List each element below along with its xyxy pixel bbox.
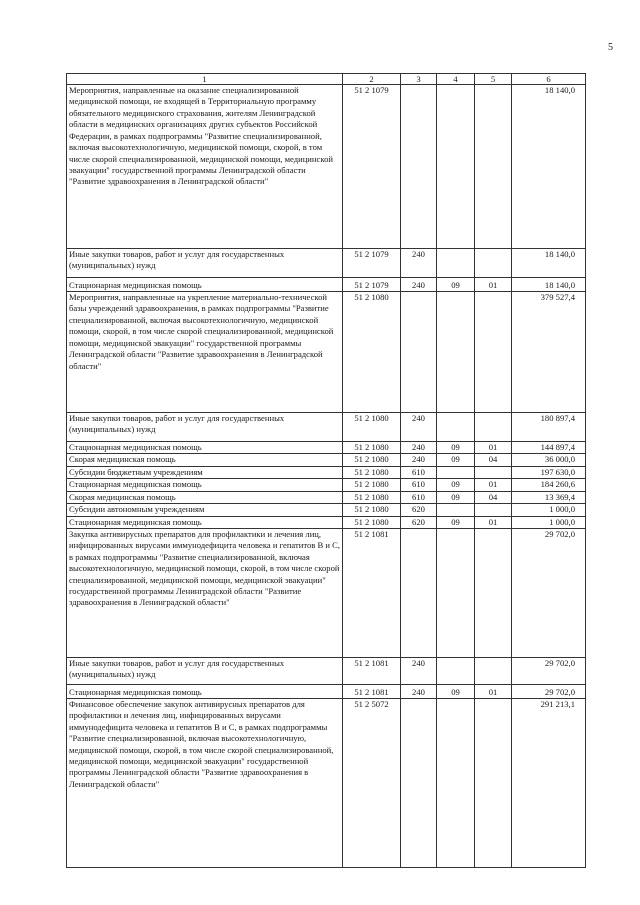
subsection-cell: 01: [475, 684, 512, 698]
subsection-cell: 01: [475, 479, 512, 491]
subsection-cell: 01: [475, 278, 512, 292]
description-cell: Стационарная медицинская помощь: [67, 684, 343, 698]
table-row: [67, 278, 586, 292]
expense-type-cell: 240: [401, 442, 437, 454]
target-code-cell: 51 2 5072: [343, 698, 401, 867]
description-cell: Иные закупки товаров, работ и услуг для государственных (муниципальных) нужд: [67, 413, 343, 442]
subsection-cell: [475, 528, 512, 657]
amount-cell: 144 897,4: [512, 442, 586, 454]
subsection-cell: 01: [475, 442, 512, 454]
description-cell: Стационарная медицинская помощь: [67, 516, 343, 528]
description-cell: Субсидии бюджетным учреждениям: [67, 466, 343, 478]
section-cell: [437, 504, 475, 516]
expense-type-cell: [401, 292, 437, 413]
table-row: [67, 504, 586, 516]
header-cell: 1: [67, 74, 343, 85]
amount-cell: 29 702,0: [512, 657, 586, 684]
target-code-cell: 51 2 1079: [343, 85, 401, 249]
header-cell: 2: [343, 74, 401, 85]
amount-cell: 18 140,0: [512, 278, 586, 292]
subsection-cell: 04: [475, 491, 512, 503]
subsection-cell: [475, 657, 512, 684]
amount-cell: 13 369,4: [512, 491, 586, 503]
table-row: [67, 292, 586, 413]
target-code-cell: 51 2 1080: [343, 292, 401, 413]
expense-type-cell: [401, 698, 437, 867]
expense-type-cell: 620: [401, 504, 437, 516]
table-row: [67, 454, 586, 466]
section-cell: 09: [437, 491, 475, 503]
table-row: [67, 413, 586, 442]
expense-type-cell: 610: [401, 466, 437, 478]
amount-cell: 180 897,4: [512, 413, 586, 442]
target-code-cell: 51 2 1081: [343, 657, 401, 684]
description-cell: Иные закупки товаров, работ и услуг для государственных (муниципальных) нужд: [67, 249, 343, 278]
amount-cell: 197 630,0: [512, 466, 586, 478]
table-row: [67, 466, 586, 478]
subsection-cell: [475, 85, 512, 249]
amount-cell: 18 140,0: [512, 249, 586, 278]
table-row: [67, 698, 586, 867]
description-cell: Скорая медицинская помощь: [67, 454, 343, 466]
expense-type-cell: 240: [401, 454, 437, 466]
header-row: [67, 74, 586, 85]
expense-type-cell: 240: [401, 249, 437, 278]
section-cell: [437, 657, 475, 684]
expense-type-cell: 240: [401, 278, 437, 292]
section-cell: 09: [437, 454, 475, 466]
description-cell: Мероприятия, направленные на укрепление материально-технической базы учреждений здравоохранения, в рамках подпрограммы "Развитие специализированной, включая высокотехнологичную, медицинской помощи, скорой, в том числе скорой специализированной, медицинской помощи, медицинской эвакуации" государственной программы Ленинградской области "Развитие здравоохранения в Ленинградской области": [67, 292, 343, 413]
section-cell: 09: [437, 479, 475, 491]
expense-type-cell: 610: [401, 491, 437, 503]
target-code-cell: 51 2 1080: [343, 504, 401, 516]
description-cell: Стационарная медицинская помощь: [67, 442, 343, 454]
table-row: [67, 528, 586, 657]
table-row: [67, 479, 586, 491]
section-cell: [437, 85, 475, 249]
target-code-cell: 51 2 1080: [343, 466, 401, 478]
description-cell: Стационарная медицинская помощь: [67, 479, 343, 491]
target-code-cell: 51 2 1080: [343, 442, 401, 454]
section-cell: 09: [437, 516, 475, 528]
amount-cell: 18 140,0: [512, 85, 586, 249]
section-cell: [437, 249, 475, 278]
section-cell: [437, 698, 475, 867]
amount-cell: 379 527,4: [512, 292, 586, 413]
table-row: [67, 657, 586, 684]
expense-type-cell: 610: [401, 479, 437, 491]
table-row: [67, 516, 586, 528]
section-cell: [437, 413, 475, 442]
subsection-cell: [475, 504, 512, 516]
section-cell: [437, 466, 475, 478]
section-cell: [437, 292, 475, 413]
target-code-cell: 51 2 1081: [343, 684, 401, 698]
description-cell: Субсидии автономным учреждениям: [67, 504, 343, 516]
header-cell: 5: [475, 74, 512, 85]
amount-cell: 1 000,0: [512, 516, 586, 528]
expense-type-cell: 240: [401, 657, 437, 684]
table-row: [67, 684, 586, 698]
amount-cell: 29 702,0: [512, 684, 586, 698]
section-cell: [437, 528, 475, 657]
page-number: 5: [608, 42, 613, 53]
expense-type-cell: 240: [401, 413, 437, 442]
section-cell: 09: [437, 278, 475, 292]
table-row: [67, 249, 586, 278]
target-code-cell: 51 2 1080: [343, 454, 401, 466]
amount-cell: 36 000,0: [512, 454, 586, 466]
expense-type-cell: [401, 528, 437, 657]
table-row: [67, 442, 586, 454]
amount-cell: 184 260,6: [512, 479, 586, 491]
table-row: [67, 85, 586, 249]
section-cell: 09: [437, 442, 475, 454]
amount-cell: 29 702,0: [512, 528, 586, 657]
expense-type-cell: 620: [401, 516, 437, 528]
description-cell: Финансовое обеспечение закупок антивирусных препаратов для профилактики и лечения лиц, инфицированных вирусами иммунодефицита человека и гепатитов В и С, в рамках подпрограммы "Развитие специализированной, включая высокотехнологичную, медицинской помощи, скорой, в том числе скорой специализированной, медицинской помощи, медицинской эвакуации" государственной программы Ленинградской области "Развитие здравоохранения в Ленинградской области": [67, 698, 343, 867]
description-cell: Закупка антивирусных препаратов для профилактики и лечения лиц, инфицированных вирусами иммунодефицита человека и гепатитов В и С, в рамках подпрограммы "Развитие специализированной, включая высокотехнологичную, медицинской помощи, скорой, в том числе скорой специализированной, медицинской помощи, медицинской эвакуации" государственной программы Ленинградской области "Развитие здравоохранения в Ленинградской области": [67, 528, 343, 657]
subsection-cell: [475, 249, 512, 278]
header-cell: 4: [437, 74, 475, 85]
expense-type-cell: [401, 85, 437, 249]
table-row: [67, 491, 586, 503]
subsection-cell: [475, 413, 512, 442]
target-code-cell: 51 2 1080: [343, 413, 401, 442]
subsection-cell: 04: [475, 454, 512, 466]
subsection-cell: [475, 698, 512, 867]
target-code-cell: 51 2 1079: [343, 249, 401, 278]
target-code-cell: 51 2 1080: [343, 516, 401, 528]
header-cell: 6: [512, 74, 586, 85]
target-code-cell: 51 2 1081: [343, 528, 401, 657]
description-cell: Скорая медицинская помощь: [67, 491, 343, 503]
description-cell: Мероприятия, направленные на оказание специализированной медицинской помощи, не входящей в Территориальную программу обязательного медицинского страхования, жителям Ленинградской области в медицинских организациях других субъектов Российской Федерации, в рамках подпрограммы "Развитие специализированной, включая высокотехнологичную, медицинской помощи, скорой, в том числе скорой специализированной, медицинской помощи, медицинской эвакуации" государственной программы Ленинградской области "Развитие здравоохранения в Ленинградской области": [67, 85, 343, 249]
target-code-cell: 51 2 1080: [343, 479, 401, 491]
header-cell: 3: [401, 74, 437, 85]
subsection-cell: [475, 292, 512, 413]
budget-table: [66, 73, 586, 868]
description-cell: Стационарная медицинская помощь: [67, 278, 343, 292]
subsection-cell: [475, 466, 512, 478]
expense-type-cell: 240: [401, 684, 437, 698]
subsection-cell: 01: [475, 516, 512, 528]
description-cell: Иные закупки товаров, работ и услуг для государственных (муниципальных) нужд: [67, 657, 343, 684]
target-code-cell: 51 2 1079: [343, 278, 401, 292]
target-code-cell: 51 2 1080: [343, 491, 401, 503]
section-cell: 09: [437, 684, 475, 698]
amount-cell: 291 213,1: [512, 698, 586, 867]
amount-cell: 1 000,0: [512, 504, 586, 516]
